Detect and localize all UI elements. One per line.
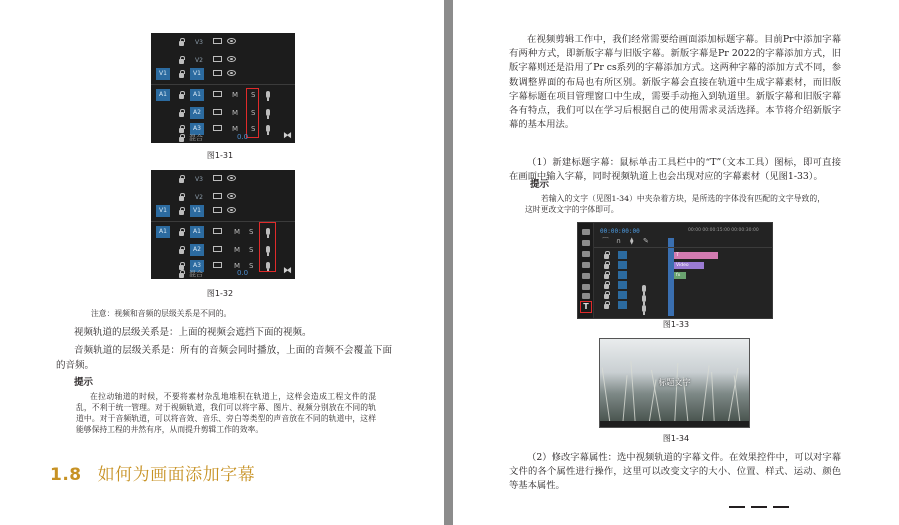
mute-button[interactable]: M (232, 109, 239, 117)
mic-icon[interactable] (266, 125, 270, 132)
new-title-paragraph: （1）新建标题字幕：鼠标单击工具栏中的“T”（文本工具）图标，即可直接在画面中输入字幕，同时视频轨道上也会出现对应的字幕素材（见图1-33）。 (509, 157, 841, 183)
modify-title-paragraph: （2）修改字幕属性：选中视频轨道的字幕文件。在效果控件中，可以对字幕文件的各个属性进行操作，这里可以改变文字的大小、位置、样式、运动、颜色等基本属性。 (509, 452, 841, 492)
note-text: 注意：视频和音频的层级关系是不同的。 (91, 309, 232, 318)
fig34-caption: 图1-34 (662, 434, 690, 443)
tip-title: 提示 (74, 377, 94, 388)
grass-stem (630, 361, 636, 427)
solo-button[interactable]: S (249, 246, 254, 254)
eye-icon[interactable] (227, 38, 236, 44)
track-chip[interactable] (618, 251, 627, 259)
page-mark (729, 506, 745, 508)
film-icon[interactable] (213, 109, 222, 115)
mix-value[interactable]: 0.0 (237, 269, 249, 277)
source-patch-v1[interactable]: V1 (156, 205, 170, 217)
track-chip[interactable] (618, 281, 627, 289)
track-label: V3 (195, 39, 203, 46)
grass-stem (674, 363, 678, 427)
player-controls (600, 421, 749, 427)
fig31-caption: 图1-31 (206, 151, 234, 160)
source-patch-a1[interactable]: A1 (156, 89, 170, 101)
fig32-caption: 图1-32 (206, 289, 234, 298)
lock-icon[interactable] (604, 264, 609, 269)
film-icon[interactable] (213, 56, 222, 62)
track-target-a2[interactable]: A2 (190, 107, 204, 119)
premiere-timeline-screenshot (577, 222, 773, 319)
lock-icon[interactable] (179, 94, 184, 99)
solo-button[interactable]: S (249, 228, 254, 236)
film-icon[interactable] (213, 207, 222, 213)
lock-icon[interactable] (179, 273, 184, 278)
mic-icon[interactable] (642, 285, 646, 292)
eye-icon[interactable] (227, 56, 236, 62)
right-page (453, 0, 899, 525)
mic-highlight-box (259, 222, 276, 272)
video-layer-paragraph: 视频轨道的层级关系是：上面的视频会遮挡下面的视频。 (74, 327, 312, 338)
mix-label: 混合 (189, 134, 203, 142)
page-mark (773, 506, 789, 508)
film-icon[interactable] (213, 175, 222, 181)
intro-paragraph: 在视频剪辑工作中，我们经常需要给画面添加标题字幕。目前Pr中添加字幕有两种方式，即新版字幕与旧版字幕。新版字幕是Pr 2022的字幕添加方式，旧版字幕则还是沿用了Pr cs系列的字幕添加方式。这两种字幕的添加方式不同，参数调整界面的布局也有所区别。新版字幕会直接在轨道中生成字幕素材，而旧版字幕标题在项目管理窗口中生成，需要手动拖入到轨道里。新版字幕和旧版字幕各有特点，我们可以在学习后根据自己的使用需求灵活选择。本节将介绍新版字幕的基本用法。 (509, 34, 841, 131)
fig32-timeline-panel (151, 170, 295, 279)
divider (151, 84, 295, 85)
lock-icon[interactable] (179, 196, 184, 201)
tools-panel (578, 223, 594, 318)
eye-icon[interactable] (227, 175, 236, 181)
eye-icon[interactable] (227, 193, 236, 199)
solo-button[interactable]: S (251, 109, 256, 117)
lock-icon[interactable] (604, 254, 609, 259)
film-icon[interactable] (213, 262, 222, 268)
lock-icon[interactable] (179, 137, 184, 142)
track-target-v1[interactable]: V1 (190, 68, 204, 80)
to-end-icon[interactable]: ⧓ (283, 266, 292, 276)
audio-layer-paragraph: 音频轨道的层级关系是：所有的音频会同时播放，上面的音频不会覆盖下面的音频。 (56, 345, 392, 371)
mic-icon[interactable] (266, 91, 270, 98)
fx-clip[interactable]: fx (674, 272, 686, 279)
film-icon[interactable] (213, 246, 222, 252)
fig31-timeline-panel (151, 33, 295, 143)
film-icon[interactable] (213, 125, 222, 131)
tip-text: 在拉动轴道的时候，不要将素材杂乱地堆积在轨道上，这样会造成工程文件的混乱，不利于统一管理。对于视频轨道，我们可以将字幕、图片、视频分别放在不同的轨道中。对于音频轨道，可以将音效、音乐、旁白等类型的声音放在不同的轨道中，这样能够保持工程的井然有序，从而提升剪辑工作的效率。 (76, 392, 376, 434)
page-mark (751, 506, 767, 508)
marker-icon[interactable]: ⧫ (630, 237, 634, 245)
lock-icon[interactable] (179, 249, 184, 254)
link-icon[interactable]: ∩ (616, 237, 622, 245)
to-end-icon[interactable]: ⧓ (283, 131, 292, 141)
lock-icon[interactable] (604, 304, 609, 309)
mute-button[interactable]: M (234, 228, 241, 236)
track-chip[interactable] (618, 291, 627, 299)
wrench-icon[interactable]: ✎ (643, 237, 649, 245)
video-clip[interactable]: Video (674, 262, 704, 269)
pen-tool-icon[interactable] (582, 284, 590, 290)
title-clip[interactable]: T (674, 252, 718, 259)
time-ruler: 00:00 00:00:15:00 00:00:30:00 (688, 228, 759, 233)
film-icon[interactable] (213, 70, 222, 76)
track-chip[interactable] (618, 301, 627, 309)
tip-text: 若输入的文字（见图1-34）中夹杂着方块，是所选的字体没有匹配的文字导致的，这时更改文字的字体即可。 (525, 194, 825, 214)
mute-button[interactable]: M (234, 262, 241, 270)
hand-tool-icon[interactable] (582, 293, 590, 299)
fig33-caption: 图1-33 (662, 320, 690, 329)
mic-icon[interactable] (642, 295, 646, 302)
title-overlay-text[interactable]: 标题文字 (658, 378, 691, 387)
track-target-a3[interactable]: A3 (190, 123, 204, 135)
solo-button[interactable]: S (251, 91, 256, 99)
mix-value[interactable]: 0.0 (237, 133, 249, 141)
track-target-a2[interactable]: A2 (190, 244, 204, 256)
lock-icon[interactable] (179, 231, 184, 236)
track-label: V3 (195, 176, 203, 183)
film-icon[interactable] (213, 193, 222, 199)
source-patch-a1[interactable]: A1 (156, 226, 170, 238)
solo-button[interactable]: S (251, 125, 256, 133)
lock-icon[interactable] (179, 128, 184, 133)
lock-icon[interactable] (179, 178, 184, 183)
razor-tool-icon[interactable] (582, 262, 590, 268)
lock-icon[interactable] (179, 59, 184, 64)
track-select-tool-icon[interactable] (582, 240, 590, 246)
select-tool-icon[interactable] (582, 229, 590, 235)
solo-highlight-box (246, 88, 259, 138)
ripple-edit-tool-icon[interactable] (582, 251, 590, 257)
tip-title: 提示 (530, 179, 550, 190)
track-label: V2 (195, 194, 203, 201)
film-icon[interactable] (213, 91, 222, 97)
grass-stem (701, 365, 710, 427)
timecode-display[interactable]: 00:00:00:00 (600, 228, 640, 235)
mic-icon[interactable] (642, 305, 646, 312)
divider (594, 247, 772, 248)
solo-button[interactable]: S (249, 262, 254, 270)
slip-tool-icon[interactable] (582, 273, 590, 279)
source-patch-v1[interactable]: V1 (156, 68, 170, 80)
track-target-a1[interactable]: A1 (190, 89, 204, 101)
left-page (0, 0, 444, 525)
track-target-v1[interactable]: V1 (190, 205, 204, 217)
mic-icon[interactable] (266, 109, 270, 116)
film-icon[interactable] (213, 228, 222, 234)
snap-icon[interactable]: ⌒ (602, 237, 609, 245)
lock-icon[interactable] (179, 41, 184, 46)
lock-icon[interactable] (604, 294, 609, 299)
track-label: V2 (195, 57, 203, 64)
track-chip[interactable] (618, 261, 627, 269)
section-title: 如何为画面添加字幕 (97, 465, 256, 485)
section-heading (50, 460, 255, 485)
lock-icon[interactable] (604, 274, 609, 279)
program-monitor-preview (599, 338, 750, 428)
mix-label: 混合 (189, 270, 203, 278)
text-tool-icon[interactable]: T (580, 301, 592, 313)
mute-button[interactable]: M (232, 91, 239, 99)
lock-icon[interactable] (179, 73, 184, 78)
book-spine (444, 0, 453, 525)
lock-icon[interactable] (179, 210, 184, 215)
track-target-a3[interactable]: A3 (190, 260, 204, 272)
track-chip[interactable] (618, 271, 627, 279)
mute-button[interactable]: M (232, 125, 239, 133)
film-icon[interactable] (213, 38, 222, 44)
section-number: 1.8 (50, 465, 82, 485)
lock-icon[interactable] (179, 112, 184, 117)
eye-icon[interactable] (227, 207, 236, 213)
lock-icon[interactable] (604, 284, 609, 289)
mute-button[interactable]: M (234, 246, 241, 254)
eye-icon[interactable] (227, 70, 236, 76)
track-target-a1[interactable]: A1 (190, 226, 204, 238)
